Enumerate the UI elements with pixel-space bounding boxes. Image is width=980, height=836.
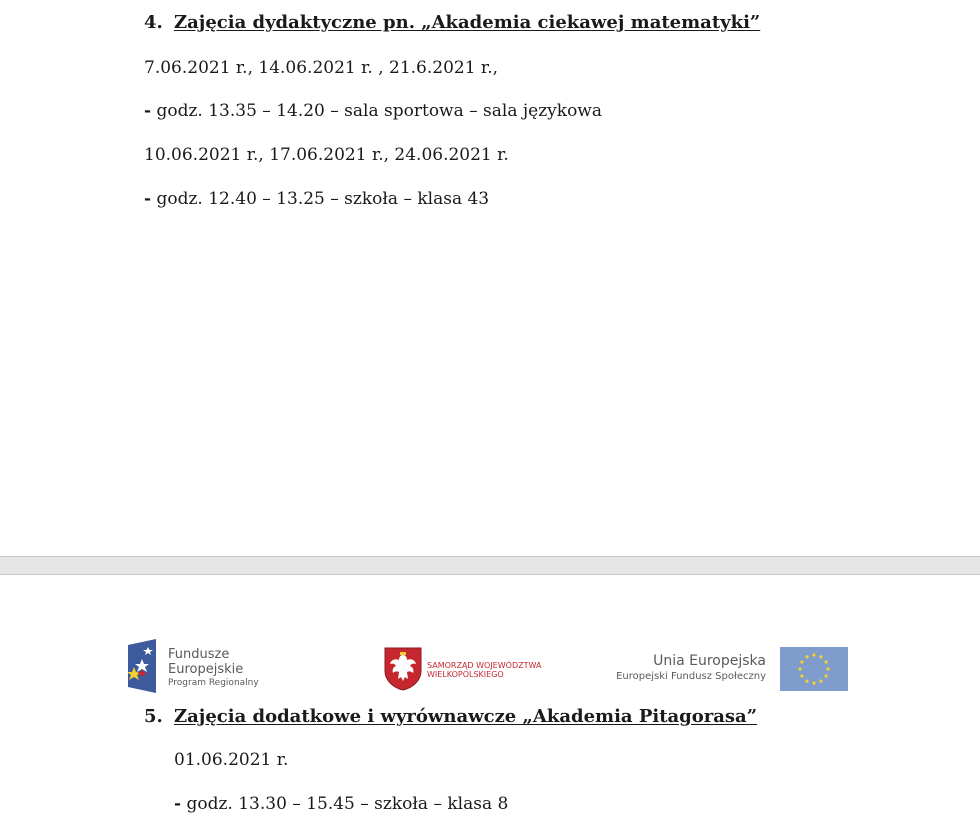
eu-star: [800, 660, 803, 663]
section-4-dates-2: 10.06.2021 r., 17.06.2021 r., 24.06.2021 r.: [144, 145, 509, 165]
section-5-time-text: godz. 13.30 – 15.45 – szkoła – klasa 8: [186, 794, 509, 814]
eu-star: [812, 681, 815, 684]
eu-star: [819, 680, 822, 683]
eu-star: [825, 660, 828, 663]
eagle-coat-of-arms-icon: [384, 647, 422, 691]
samorzad-line2: WIELKOPOLSKIEGO: [427, 670, 504, 679]
section-4-title: Zajęcia dydaktyczne pn. „Akademia ciekawej matematyki”: [174, 12, 761, 33]
eu-star: [805, 655, 808, 658]
section-5-number: 5.: [144, 706, 163, 727]
section-4-heading: [144, 11, 760, 35]
section-4-time-2: [144, 187, 489, 211]
fundusze-europejskie-star-logo-icon: [126, 639, 158, 693]
eu-star: [825, 674, 828, 677]
eu-star: [819, 655, 822, 658]
section-5-time: [174, 792, 508, 816]
eu-star: [812, 653, 815, 656]
unia-line2: Europejski Fundusz Społeczny: [616, 671, 766, 682]
eu-star: [798, 667, 801, 670]
fundusze-line1: Fundusze: [168, 647, 230, 662]
section-4-dates-1: 7.06.2021 r., 14.06.2021 r. , 21.6.2021 r.,: [144, 58, 498, 78]
dash-bullet: -: [174, 794, 182, 814]
section-4-time-1: [144, 99, 602, 123]
section-5-title: Zajęcia dodatkowe i wyrównawcze „Akademia Pitagorasa”: [174, 706, 758, 727]
document-page-2: [0, 575, 980, 836]
eu-star: [826, 667, 829, 670]
section-4-number: 4.: [144, 12, 163, 33]
unia-europejska-logo: [618, 645, 848, 691]
eu-flag-icon: [780, 647, 848, 691]
eu-star: [805, 680, 808, 683]
samorzad-line1: SAMORZĄD WOJEWÓDZTWA: [427, 661, 542, 670]
page-break-gap: [0, 556, 980, 575]
dash-bullet: -: [144, 101, 152, 121]
samorzad-wojewodztwa-logo: [384, 647, 544, 691]
fundusze-europejskie-logo: [126, 639, 266, 693]
unia-line1: Unia Europejska: [653, 653, 766, 669]
section-4-time-1-text: godz. 13.35 – 14.20 – sala sportowa – sala językowa: [156, 101, 602, 121]
section-5-date: 01.06.2021 r.: [174, 750, 289, 770]
section-5-heading: [144, 705, 757, 729]
section-4-time-2-text: godz. 12.40 – 13.25 – szkoła – klasa 43: [156, 189, 490, 209]
fundusze-line2: Europejskie: [168, 662, 244, 677]
fundusze-line3: Program Regionalny: [168, 678, 259, 688]
eu-star: [800, 674, 803, 677]
dash-bullet: -: [144, 189, 152, 209]
